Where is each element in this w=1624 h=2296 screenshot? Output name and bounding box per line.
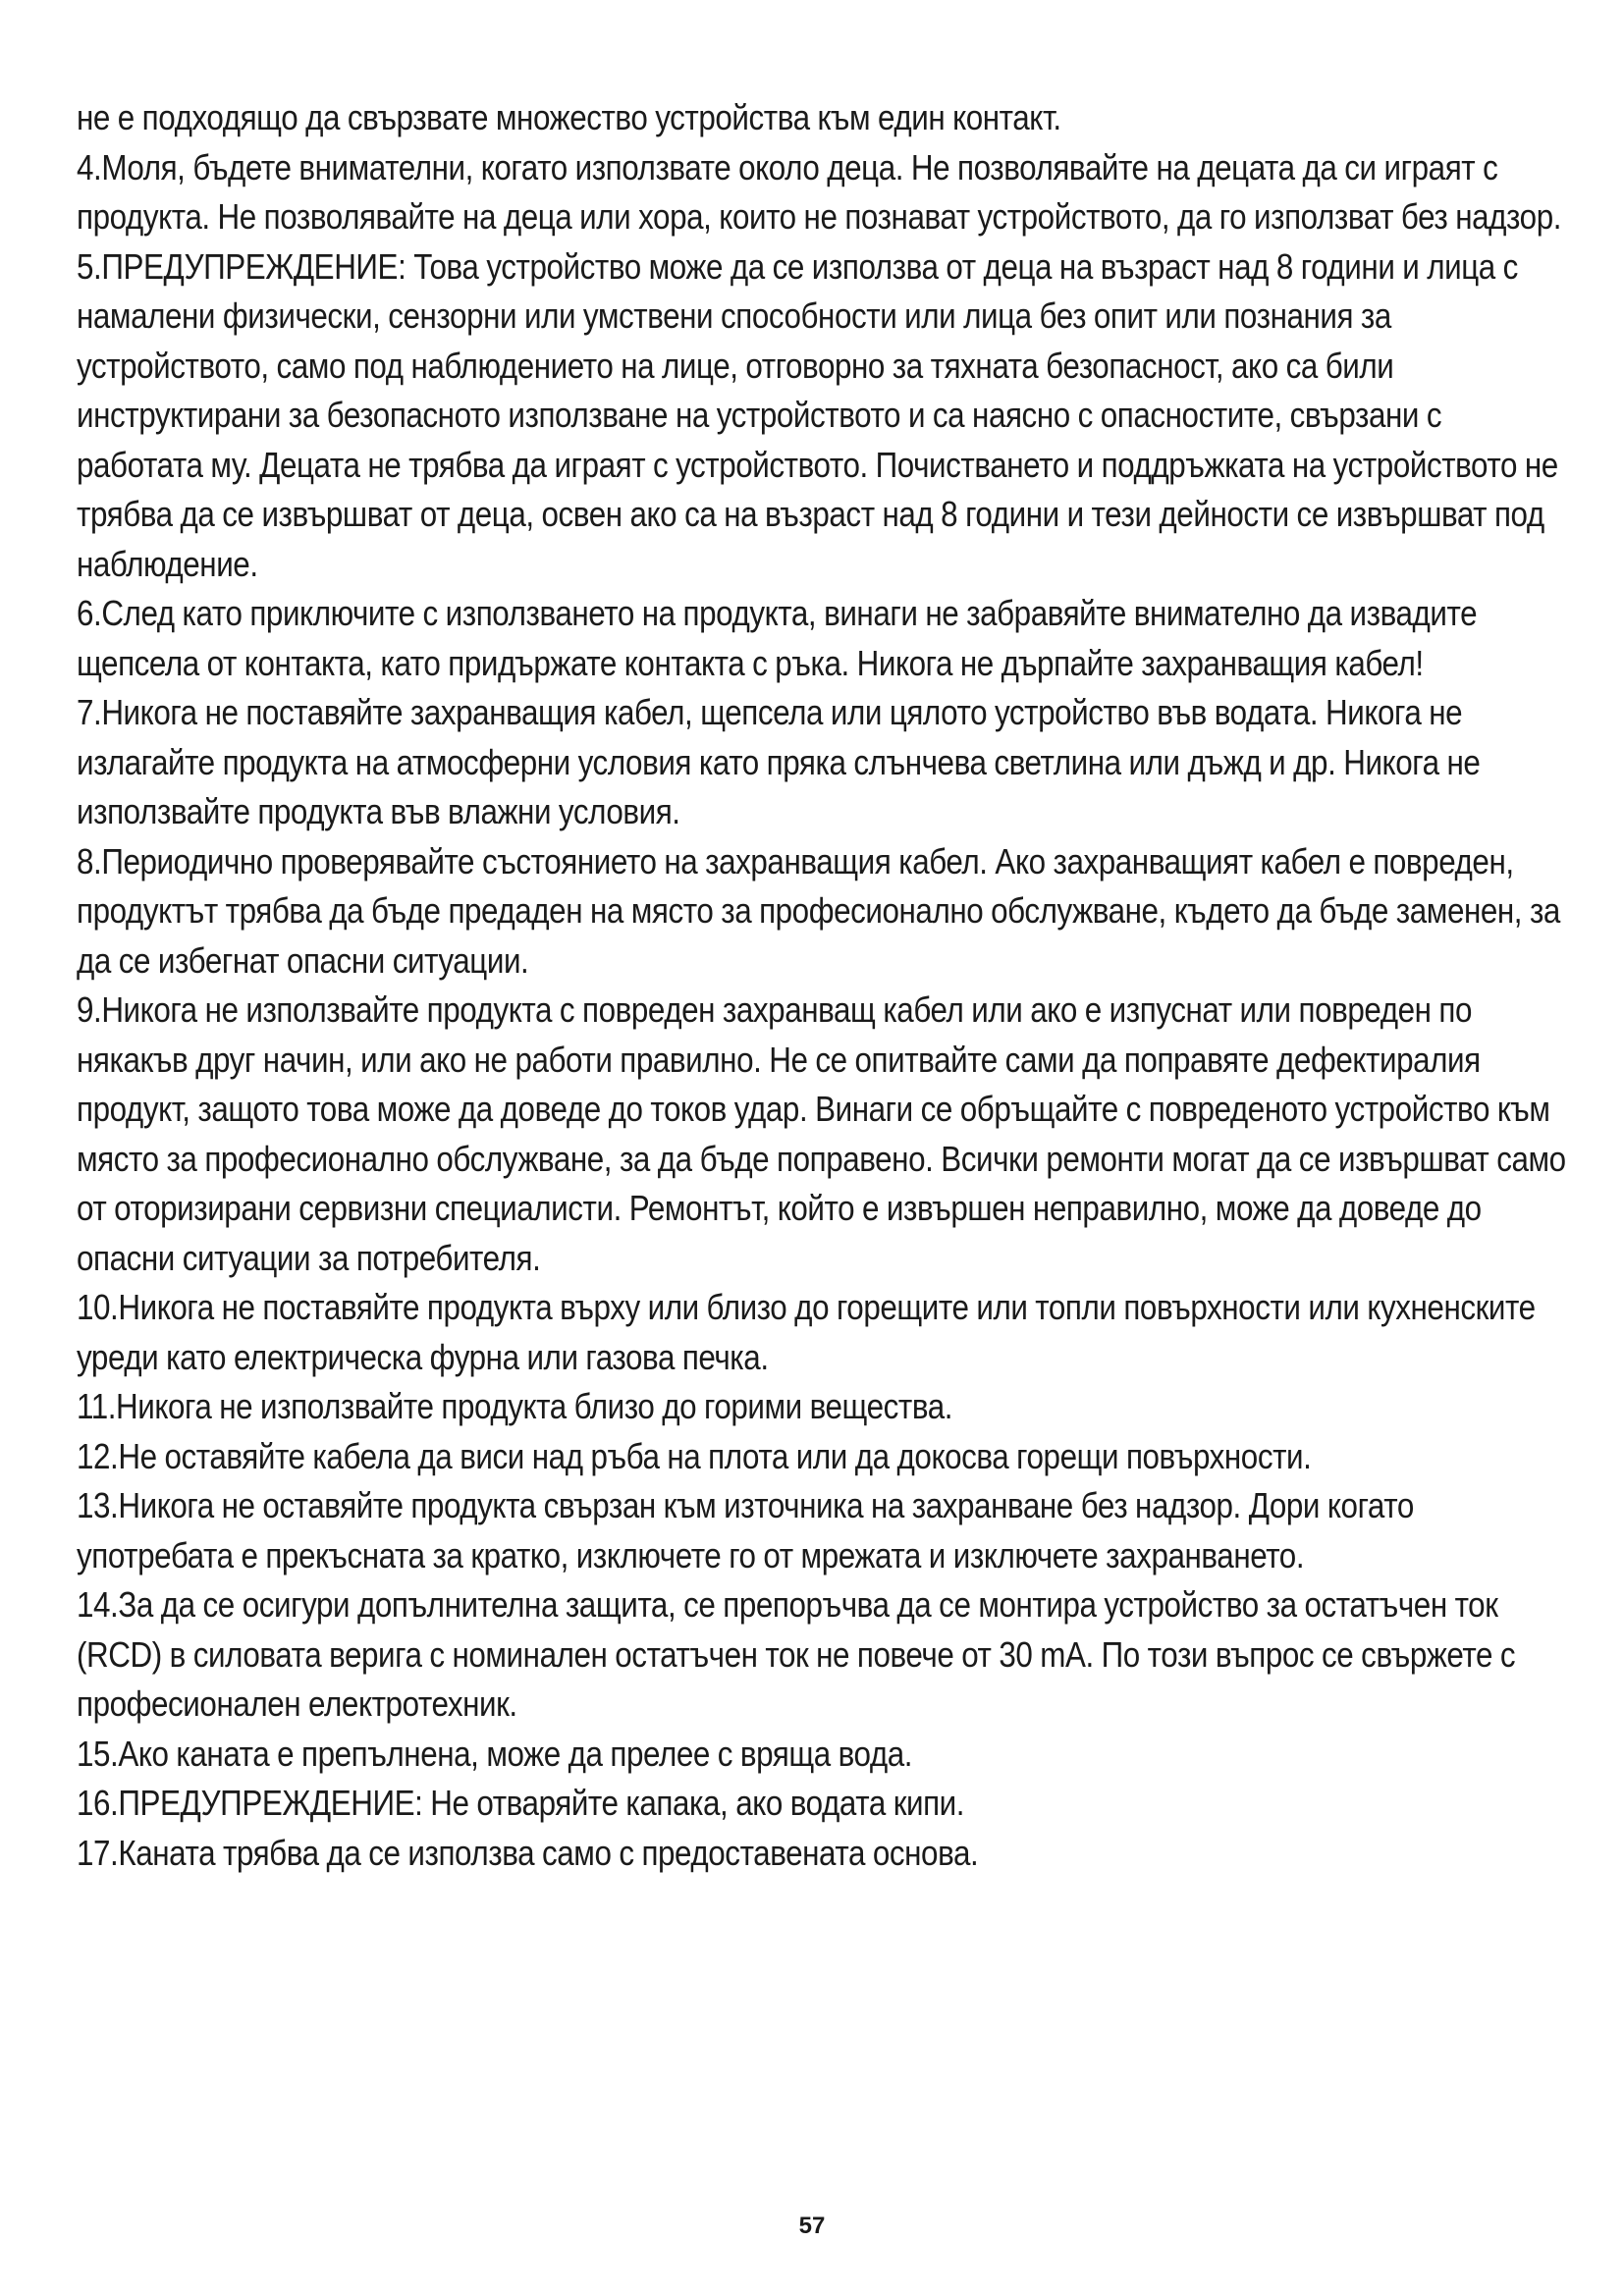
body-text — [77, 93, 1569, 1878]
paragraph-item-7: 7.Никога не поставяйте захранващия кабел, щепсела или цялото устройство във водата. Никога не излагайте продукта на атмосферни условия като пряка слънчева светлина или дъжд и др. Никога не използвайте продукта във влажни условия. — [77, 692, 1481, 831]
paragraph-item-14: 14.За да се осигури допълнителна защита, се препоръчва да се монтира устройство за остатъчен ток (RCD) в силовата верига с номинален остатъчен ток не повече от 30 mA. По този въпрос се свържете с професионален електротехник. — [77, 1584, 1516, 1724]
paragraph-item-11: 11.Никога не използвайте продукта близо до горими вещества. — [77, 1386, 953, 1426]
paragraph-item-4: 4.Моля, бъдете внимателни, когато използвате около деца. Не позволявайте на децата да си играят с продукта. Не позволявайте на деца или хора, които не познават устройството, да го използват без надзор. — [77, 146, 1562, 237]
paragraph-item-15: 15.Ако каната е препълнена, може да прелее с вряща вода. — [77, 1733, 913, 1774]
paragraph-item-6: 6.След като приключите с използването на продукта, винаги не забравяйте внимателно да извадите щепсела от контакта, като придържате контакта с ръка. Никога не дърпайте захранващия кабел! — [77, 593, 1478, 683]
paragraph-item-16: 16.ПРЕДУПРЕЖДЕНИЕ: Не отваряйте капака, ако водата кипи. — [77, 1783, 965, 1823]
paragraph-item-9: 9.Никога не използвайте продукта с повреден захранващ кабел или ако е изпуснат или повреден по някакъв друг начин, или ако не работи правилно. Не се опитвайте сами да поправяте дефектиралия продукт, защото това може да доведе до токов удар. Винаги се обръщайте с повреденото устройство към място за професионално обслужване, за да бъде поправено. Всички ремонти могат да се извършват само от оторизирани сервизни специалисти. Ремонтът, който е извършен неправилно, може да доведе до опасни ситуации за потребителя. — [77, 989, 1566, 1278]
paragraph-item-10: 10.Никога не поставяйте продукта върху или близо до горещите или топли повърхности или кухненските уреди като електрическа фурна или газова печка. — [77, 1287, 1536, 1377]
paragraph-item-13: 13.Никога не оставяйте продукта свързан към източника на захранване без надзор. Дори когато употребата е прекъсната за кратко, изключете го от мрежата и изключете захранването. — [77, 1485, 1414, 1575]
paragraph-continuation: не е подходящо да свързвате множество устройства към един контакт. — [77, 97, 1061, 137]
page-number: 57 — [798, 2213, 826, 2239]
paragraph-item-12: 12.Не оставяйте кабела да виси над ръба на плота или да докосва горещи повърхности. — [77, 1435, 1312, 1476]
paragraph-item-5: 5.ПРЕДУПРЕЖДЕНИЕ: Това устройство може да се използва от деца на възраст над 8 години и лица с намалени физически, сензорни или умствени способности или лица без опит или познания за устройството, само под наблюдението на лице, отговорно за тяхната безопасност, ако са били инструктирани за безопасното използване на устройството и са наясно с опасностите, свързани с работата му. Децата не трябва да играят с устройството. Почистването и поддръжката на устройството не трябва да се извършват от деца, освен ако са на възраст над 8 години и тези дейности се извършват под наблюдение. — [77, 245, 1558, 584]
paragraph-item-17: 17.Каната трябва да се използва само с предоставената основа. — [77, 1832, 979, 1873]
paragraph-item-8: 8.Периодично проверявайте състоянието на захранващия кабел. Ако захранващият кабел е повреден, продуктът трябва да бъде предаден на място за професионално обслужване, където да бъде заменен, за да се избегнат опасни ситуации. — [77, 840, 1560, 981]
